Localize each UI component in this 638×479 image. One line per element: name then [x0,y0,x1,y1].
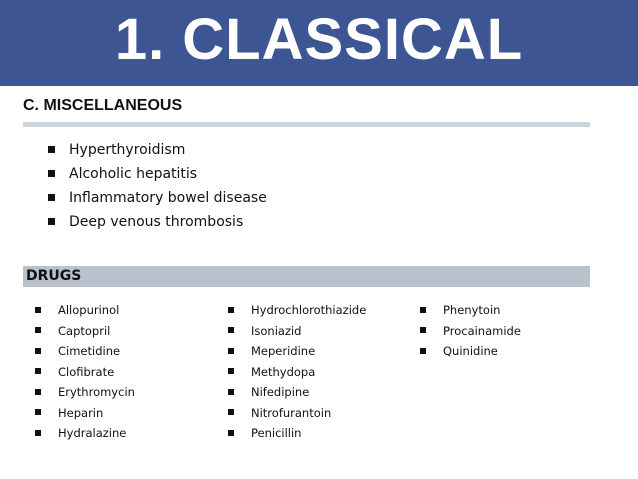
section-divider [23,122,590,127]
list-item-label: Hyperthyroidism [69,142,186,158]
list-item [48,210,267,234]
square-bullet-icon [35,409,41,415]
square-bullet-icon [48,194,55,201]
drug-name: Clofibrate [58,364,115,379]
drug-item [35,321,135,342]
drug-item [420,300,521,321]
square-bullet-icon [48,218,55,225]
list-item [48,162,267,186]
square-bullet-icon [35,368,41,374]
square-bullet-icon [228,409,234,415]
drugs-heading: DRUGS [26,268,82,284]
drug-item [420,341,521,362]
list-item [48,186,267,210]
drug-name: Isoniazid [251,323,302,338]
drug-item [35,362,135,383]
slide-title: 1. CLASSICAL [114,7,524,72]
square-bullet-icon [228,327,234,333]
drug-item [35,423,135,444]
drug-item [35,300,135,321]
drug-name: Methydopa [251,364,316,379]
drug-item [228,423,366,444]
list-item [48,138,267,162]
square-bullet-icon [228,430,234,436]
list-item-label: Alcoholic hepatitis [69,166,198,182]
list-item-label: Inflammatory bowel disease [69,190,267,206]
drug-name: Nifedipine [251,385,310,399]
drug-column-1 [35,300,135,444]
drug-item [228,300,366,321]
drug-name: Meperidine [251,344,316,358]
square-bullet-icon [420,307,426,313]
square-bullet-icon [228,368,234,374]
drug-name: Hydralazine [58,426,127,440]
drug-name: Captopril [58,323,111,338]
drug-item [35,382,135,403]
square-bullet-icon [48,146,55,153]
square-bullet-icon [228,389,234,395]
drug-name: Cimetidine [58,344,121,358]
drug-name: Allopurinol [58,303,120,317]
drug-name: Quinidine [443,344,498,358]
section-heading: C. MISCELLANEOUS [23,97,183,114]
drug-item [420,321,521,342]
drug-column-3 [420,300,521,362]
misc-list [48,138,267,234]
drug-column-2 [228,300,366,444]
square-bullet-icon [420,348,426,354]
drugs-heading-bar [23,266,590,287]
drug-item [228,321,366,342]
drug-item [35,403,135,424]
square-bullet-icon [420,327,426,333]
square-bullet-icon [35,327,41,333]
square-bullet-icon [35,430,41,436]
drug-name: Nitrofurantoin [251,405,332,420]
square-bullet-icon [35,307,41,313]
drug-item [228,341,366,362]
square-bullet-icon [48,170,55,177]
drug-name: Hydrochlorothiazide [251,303,367,317]
drug-item [35,341,135,362]
drug-name: Erythromycin [58,385,135,399]
drug-item [228,382,366,403]
drug-name: Heparin [58,405,104,420]
square-bullet-icon [228,348,234,354]
list-item-label: Deep venous thrombosis [69,214,244,230]
drug-name: Procainamide [443,323,521,338]
square-bullet-icon [35,389,41,395]
drug-name: Phenytoin [443,303,501,317]
square-bullet-icon [35,348,41,354]
title-bar [0,0,638,86]
drug-item [228,362,366,383]
drug-item [228,403,366,424]
square-bullet-icon [228,307,234,313]
drug-name: Penicillin [251,426,302,440]
